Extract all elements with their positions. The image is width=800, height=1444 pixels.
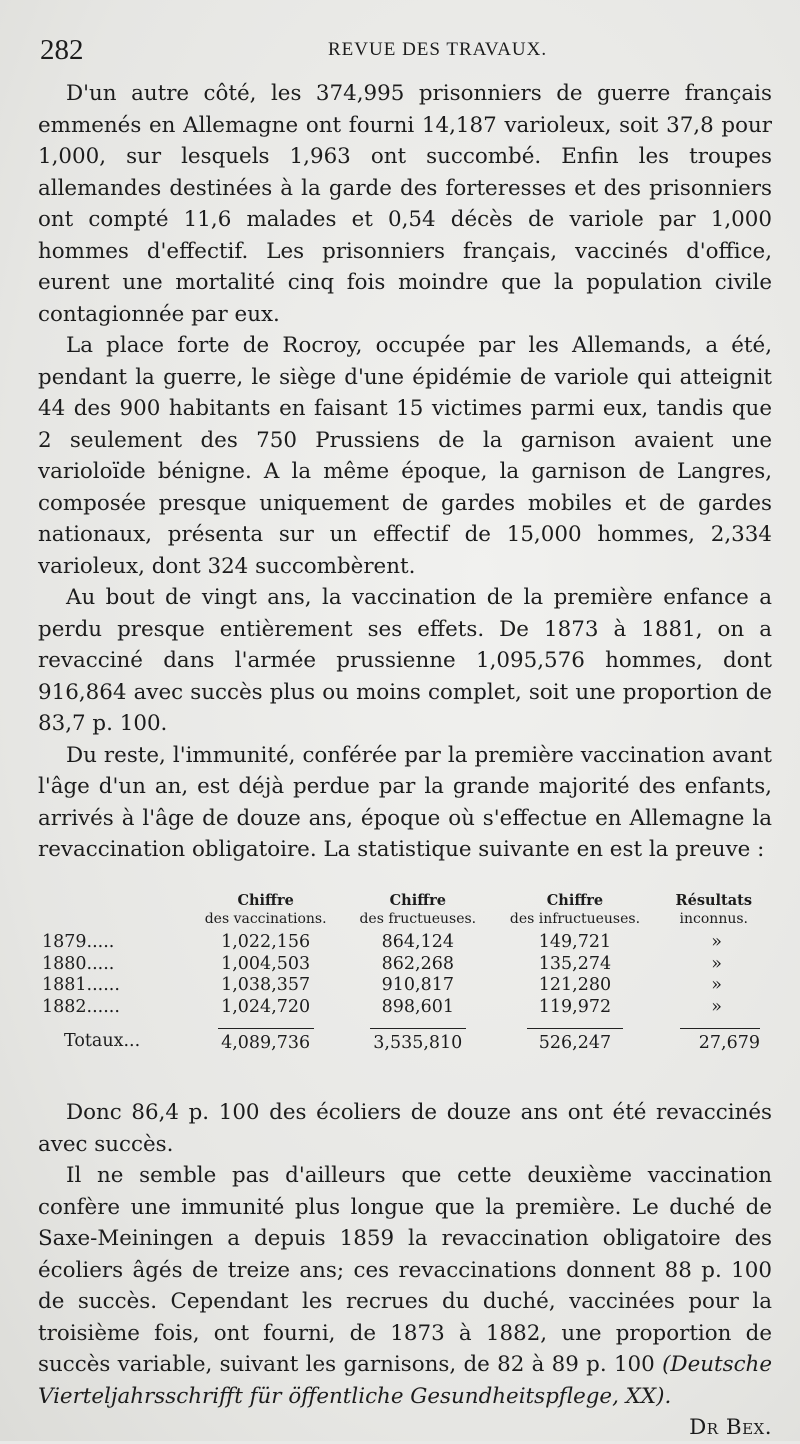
totals-cell: [658, 1018, 770, 1055]
column-header-infructueuses: Chiffre des infructueuses.: [509, 892, 641, 927]
body-text-top: [38, 78, 772, 866]
author-signature: Dr Bex.: [689, 1415, 772, 1440]
table-cell: 864,124: [381, 932, 454, 952]
page-header: [40, 34, 770, 74]
paragraph-text: Il ne semble pas d'ailleurs que cette deuxième vaccination confère une immunité plus longue que la première. Le duché de Saxe-Meiningen a depuis 1859 la revaccination obligatoire des écoliers âgés de treize ans; ces revaccinations donnent 88 p. 100 de succès. Cependant les recrues du duché, vaccinées pour la troisième fois, ont fourni, de 1873 à 1882, une proportion de succès variable, suivant les garnisons, de 82 à 89 p. 100: [38, 1163, 772, 1377]
totals-cell: [343, 1018, 492, 1055]
paragraph: La place forte de Rocroy, occupée par les Allemands, a été, pendant la guerre, le siège d'une épidémie de variole qui atteignit 44 des 900 habitants en faisant 15 victimes parmi eux, tandis que 2 seulement des 750 Prussiens de la garnison avaient une varioloïde bénigne. A la même époque, la garnison de Langres, composée presque uniquement de gardes mobiles et de gardes nationaux, présenta sur un effectif de 15,000 hommes, 2,334 varioleux, dont 324 succombèrent.: [38, 333, 772, 579]
table-cell: 1,022,156: [221, 932, 311, 952]
totals-value: 4,089,736: [218, 1028, 314, 1055]
citation: (Deutsche Vierteljahrsschrifft für öffentliche Gesundheitspflege, XX).: [38, 1352, 772, 1409]
running-title: REVUE DES TRAVAUX.: [328, 39, 548, 60]
table-cell: 862,268: [381, 953, 454, 974]
table-row: [40, 932, 770, 954]
totals-label: Totaux...: [64, 1030, 141, 1051]
totals-value: 3,535,810: [370, 1028, 466, 1055]
table-cell: 910,817: [381, 975, 454, 995]
column-header: [40, 892, 188, 932]
table-cell: 1,038,357: [221, 975, 311, 995]
table-cell: 119,972: [538, 996, 612, 1017]
paragraph: D'un autre côté, les 374,995 prisonniers de guerre français emmenés en Allemagne ont fourni 14,187 varioleux, soit 37,8 pour 1,000, sur lesquels 1,963 ont succombé. Enfin les troupes allemandes destinées à la garde des forteresses et des prisonniers ont compté 11,6 malades et 0,54 décès de variole par 1,000 hommes d'effectif. Les prisonniers français, vaccinés d'office, eurent une mortalité cinq fois moindre que la population civile contagionnée par eux.: [38, 81, 772, 327]
table-cell-year: 1879.....: [42, 932, 115, 952]
table-header-row: [40, 892, 770, 932]
column-header-vaccinations: Chiffre des vaccinations.: [204, 892, 327, 927]
paragraph: Donc 86,4 p. 100 des écoliers de douze ans ont été revaccinés avec succès.: [38, 1100, 772, 1157]
table-cell: »: [711, 932, 722, 952]
vaccination-statistics-table: [40, 892, 770, 1055]
paragraph: Au bout de vingt ans, la vaccination de la première enfance a perdu presque entièrement ses effets. De 1873 à 1881, on a revacciné dans l'armée prussienne 1,095,576 hommes, dont 916,864 avec succès plus ou moins complet, soit une proportion de 83,7 p. 100.: [38, 585, 772, 736]
table-cell: 121,280: [538, 975, 612, 995]
table-cell-year: 1881......: [42, 975, 120, 995]
table-cell-year: 1880.....: [42, 953, 115, 974]
table-cell: »: [711, 996, 722, 1017]
table-cell: »: [711, 975, 722, 995]
table-cell: 898,601: [381, 996, 454, 1017]
table-cell: »: [711, 953, 722, 974]
totals-cell: [492, 1018, 657, 1055]
column-header-inconnus: Résultats inconnus.: [675, 892, 752, 927]
body-text-bottom: [38, 1097, 772, 1444]
table-cell: 135,274: [538, 953, 612, 974]
totals-value: 526,247: [527, 1028, 623, 1055]
totals-value: 27,679: [680, 1028, 760, 1055]
table-row: [40, 954, 770, 976]
table-row: [40, 975, 770, 997]
table-cell-year: 1882......: [42, 996, 120, 1017]
table-cell: 1,004,503: [221, 953, 311, 974]
paragraph: Du reste, l'immunité, conférée par la première vaccination avant l'âge d'un an, est déjà perdue par la grande majorité des enfants, arrivés à l'âge de douze ans, époque où s'effectue en Allemagne la revaccination obligatoire. La statistique suivante en est la preuve :: [38, 742, 772, 862]
table-cell: 1,024,720: [221, 996, 311, 1017]
page-number: 282: [40, 34, 84, 66]
totals-cell: [188, 1018, 343, 1055]
column-header-fructueuses: Chiffre des fructueuses.: [359, 892, 477, 927]
paragraph-with-citation: [38, 1160, 772, 1440]
table-cell: 149,721: [538, 932, 612, 952]
table-row: [40, 997, 770, 1019]
table-totals-row: [40, 1018, 770, 1055]
